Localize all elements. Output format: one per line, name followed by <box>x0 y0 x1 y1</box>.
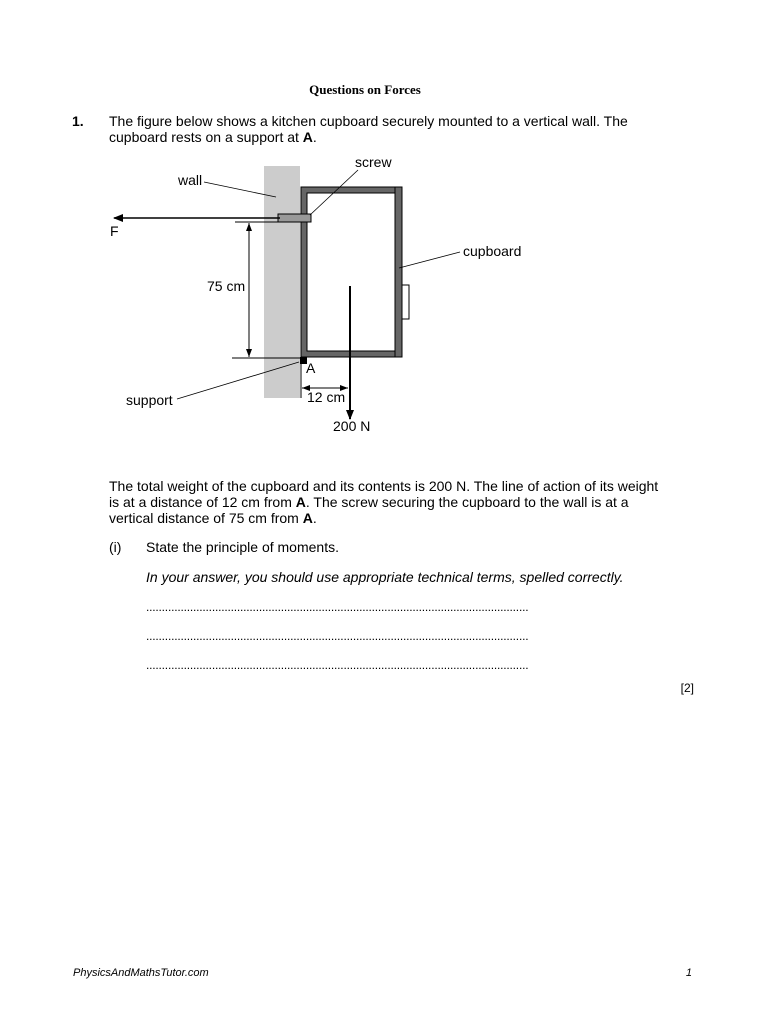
cupboard-figure <box>0 0 768 470</box>
force-label: F <box>110 223 119 239</box>
weight-label: 200 N <box>333 418 371 434</box>
question-description <box>109 478 669 526</box>
cupboard-right-panel <box>395 187 402 357</box>
dimension-75-arrow-bottom <box>246 349 252 357</box>
support-label: support <box>126 392 173 408</box>
answer-line[interactable]: .......................................................................................................................... <box>146 600 529 614</box>
description-text-3: . <box>312 510 317 526</box>
cupboard-handle <box>402 285 409 319</box>
screw-label: screw <box>355 154 392 170</box>
dimension-75-arrow-top <box>246 223 252 231</box>
cupboard-leader <box>399 252 460 268</box>
horizontal-distance-label: 12 cm <box>307 389 346 405</box>
question-number: 1. <box>72 113 84 129</box>
page-number: 1 <box>685 967 692 979</box>
intro-point-label: A <box>302 129 313 145</box>
vertical-distance-label: 75 cm <box>207 278 246 294</box>
part-instruction: In your answer, you should use appropriate technical terms, spelled correctly. <box>146 569 624 585</box>
screw <box>278 214 311 222</box>
part-question: State the principle of moments. <box>146 539 339 555</box>
wall-label: wall <box>178 172 203 188</box>
marks-indicator: [2] <box>680 681 694 695</box>
footer-source: PhysicsAndMathsTutor.com <box>73 967 209 979</box>
part-label: (i) <box>109 539 122 555</box>
intro-end: . <box>312 129 317 145</box>
description-point-2: A <box>302 510 313 526</box>
description-point-1: A <box>295 494 306 510</box>
point-a-label: A <box>306 360 316 376</box>
answer-line[interactable]: .......................................................................................................................... <box>146 629 529 643</box>
page-title: Questions on Forces <box>309 82 421 97</box>
answer-line[interactable]: .......................................................................................................................... <box>146 658 529 672</box>
intro-text: The figure below shows a kitchen cupboard securely mounted to a vertical wall. The cupboard rests on a support at <box>109 113 628 145</box>
description-text-2: . The screw securing the cupboard to the wall is at a vertical distance of 75 cm from <box>109 494 629 526</box>
cupboard-label: cupboard <box>463 243 522 259</box>
description-text-1: The total weight of the cupboard and its contents is 200 N. The line of action of its weight is at a distance of 12 cm from <box>109 478 659 510</box>
